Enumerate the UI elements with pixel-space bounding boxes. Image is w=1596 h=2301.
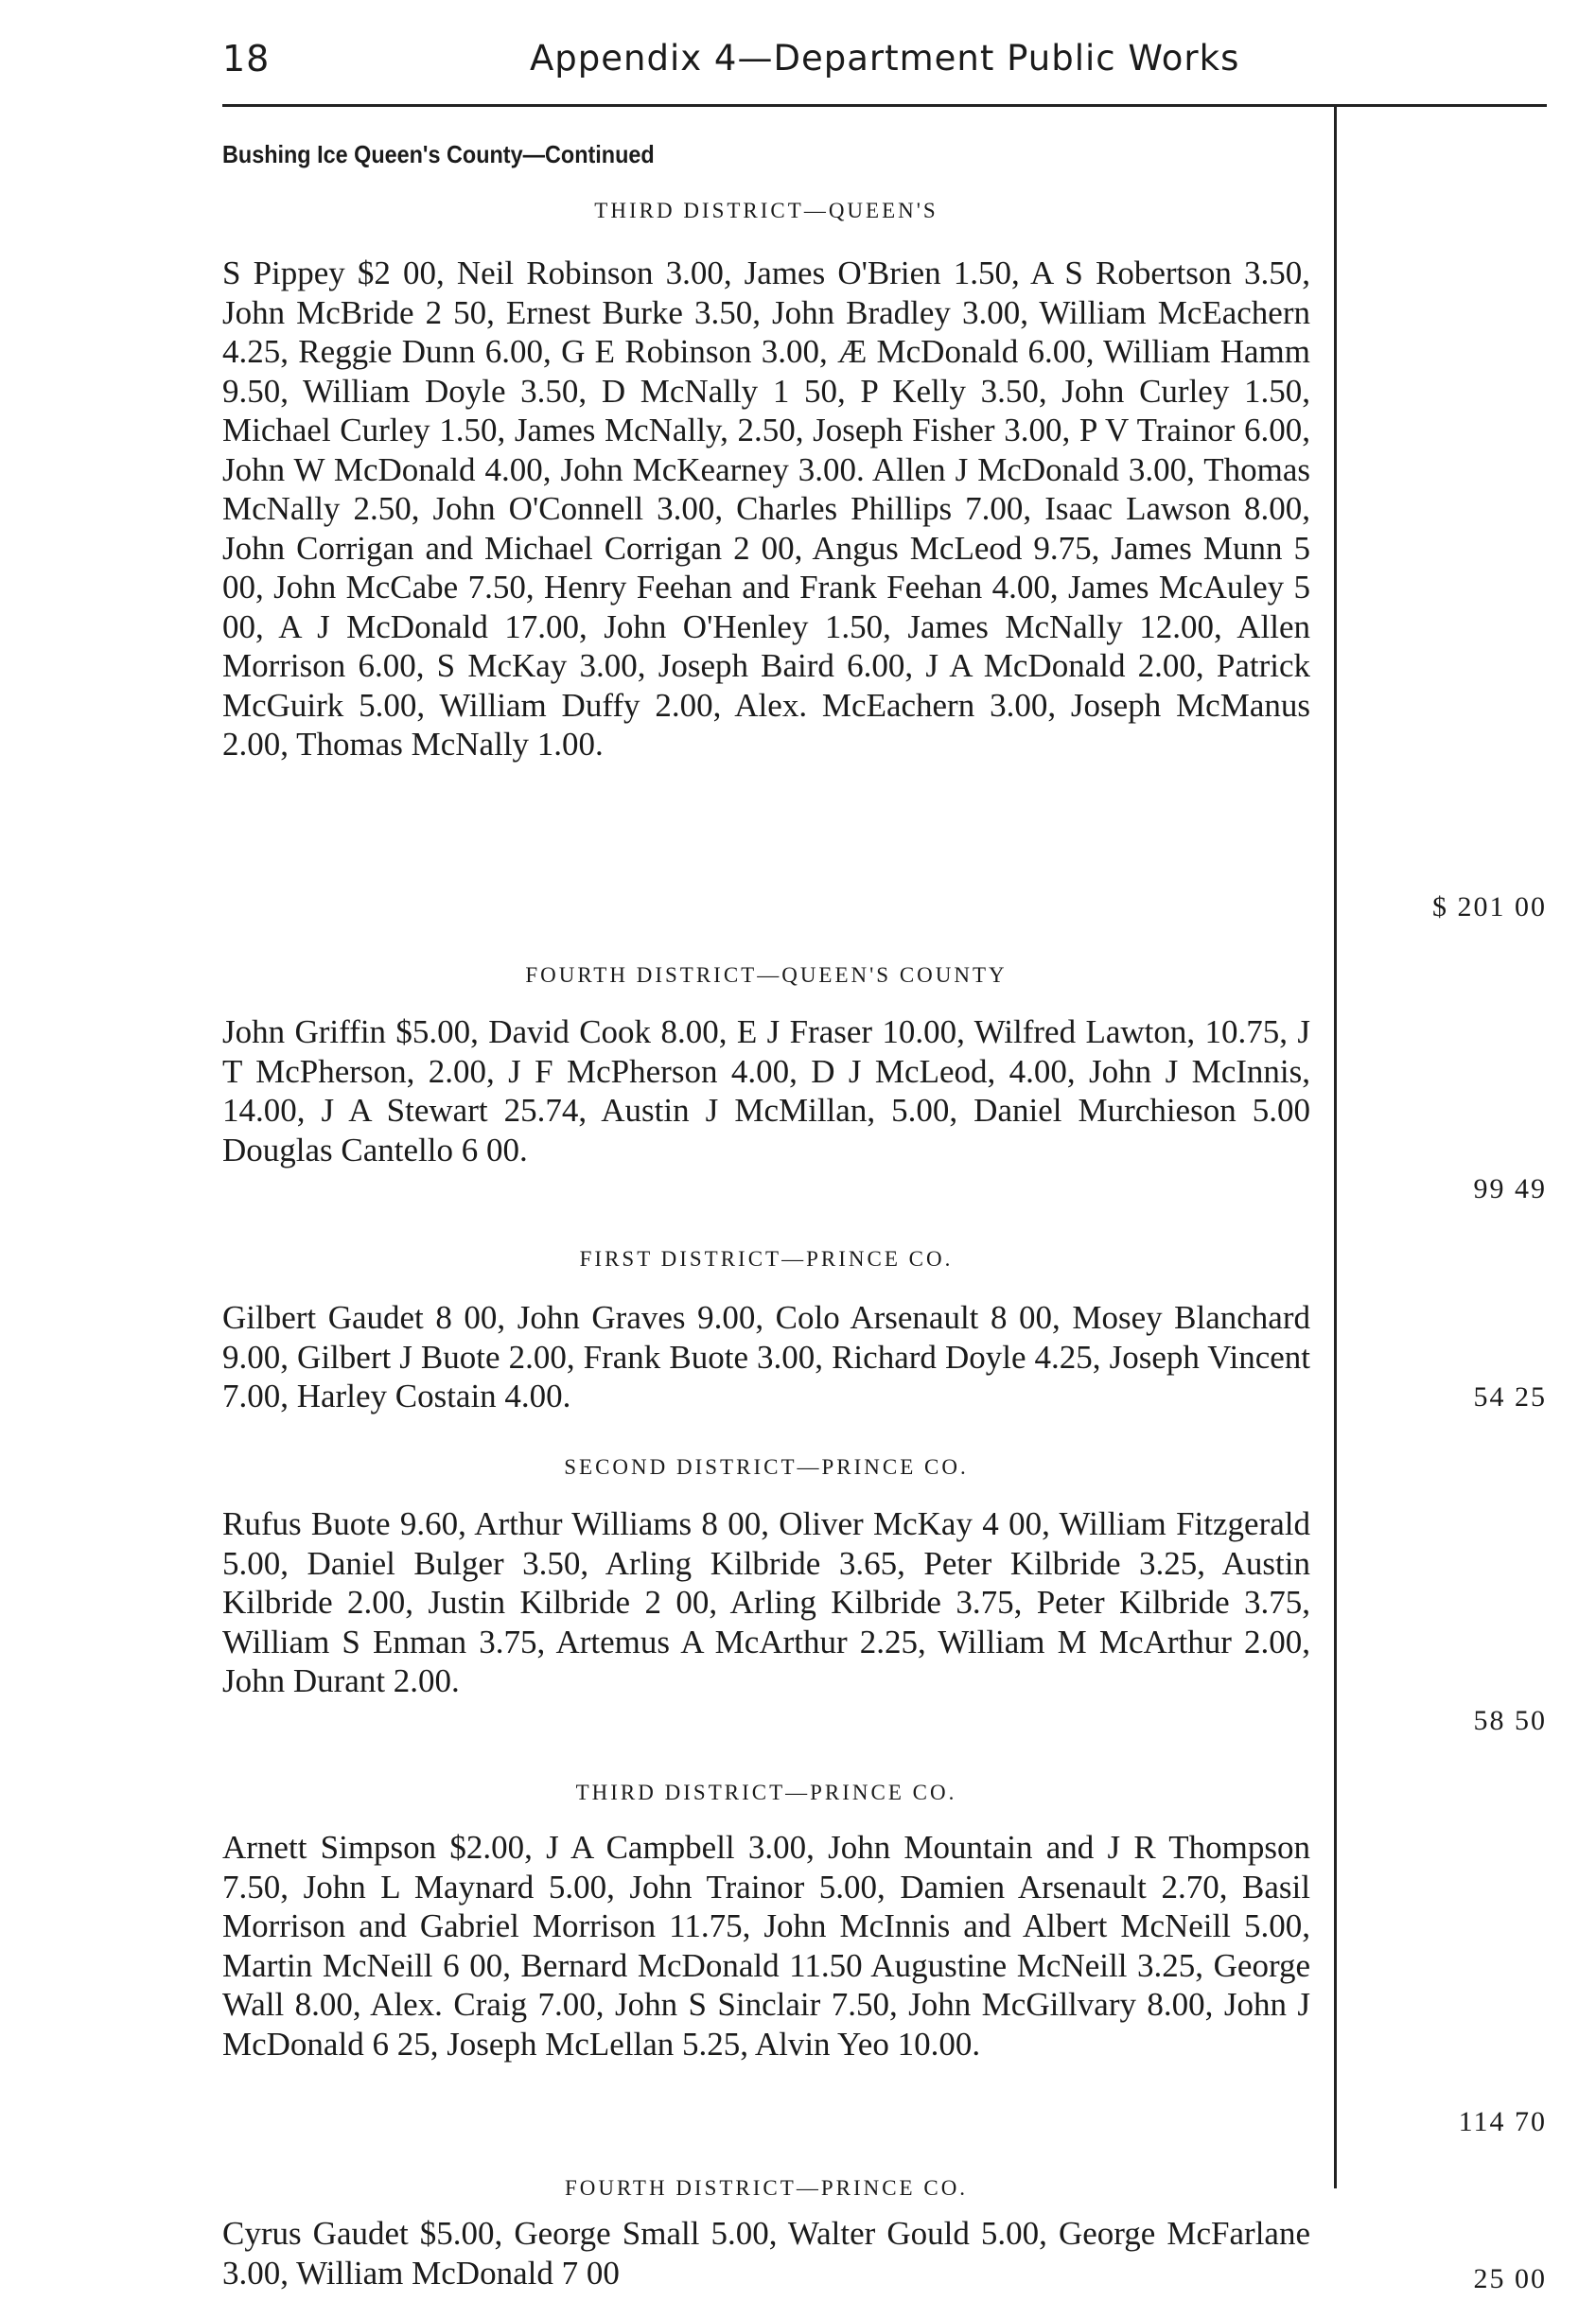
district-heading: THIRD DISTRICT—QUEEN'S xyxy=(594,199,938,222)
district-heading: FIRST DISTRICT—PRINCE CO. xyxy=(579,1247,954,1271)
header-rule xyxy=(222,104,1547,107)
district-total: 58 50 xyxy=(1473,1705,1547,1736)
district-total: 25 00 xyxy=(1473,2263,1547,2294)
district-total: 99 49 xyxy=(1473,1173,1547,1204)
district-entries: S Pippey $2 00, Neil Robinson 3.00, James O'Brien 1.50, A S Robertson 3.50, John McBride 2 50, Ernest Burke 3.50, John Bradley 3.00, William McEachern 4.25, Reggie Dunn 6.00, G E Robinson 3.00, Æ McDonald 6.00, William Hamm 9.50, William Doyle 3.50, D McNally 1 50, P Kelly 3.50, John Curley 1.50, Michael Curley 1.50, James McNally, 2.50, Joseph Fisher 3.00, P V Trainor 6.00, John W McDonald 4.00, John McKearney 3.00. Allen J McDonald 3.00, Thomas McNally 2.50, John O'Connell 3.00, Charles Phillips 7.00, Isaac Lawson 8.00, John Corrigan and Michael Corrigan 2 00, Angus McLeod 9.75, James Munn 5 00, John McCabe 7.50, Henry Feehan and Frank Feehan 4.00, James McAuley 5 00, A J McDonald 17.00, John O'Henley 1.50, James McNally 12.00, Allen Morrison 6.00, S McKay 3.00, Joseph Baird 6.00, J A McDonald 2.00, Patrick McGuirk 5.00, William Duffy 2.00, Alex. McEachern 3.00, Joseph McManus 2.00, Thomas McNally 1.00. xyxy=(222,255,1310,763)
amount-column-rule xyxy=(1334,107,1337,2188)
district-total: $ 201 00 xyxy=(1432,891,1547,922)
page-number: 18 xyxy=(222,38,271,79)
section-title: Bushing Ice Queen's County—Continued xyxy=(222,140,655,168)
district-entries: Rufus Buote 9.60, Arthur Williams 8 00, Oliver McKay 4 00, William Fitzgerald 5.00, Daniel Bulger 3.50, Arling Kilbride 3.65, Peter Kilbride 3.25, Austin Kilbride 2.00, Justin Kilbride 2 00, Arling Kilbride 3.75, Peter Kilbride 3.75, William S Enman 3.75, Artemus A McArthur 2.25, William M McArthur 2.00, John Durant 2.00. xyxy=(222,1505,1310,1699)
district-heading: FOURTH DISTRICT—PRINCE CO. xyxy=(564,2176,969,2200)
district-heading: FOURTH DISTRICT—QUEEN'S COUNTY xyxy=(525,963,1008,987)
district-entries: Arnett Simpson $2.00, J A Campbell 3.00, John Mountain and J R Thompson 7.50, John L Maynard 5.00, John Trainor 5.00, Damien Arsenault 2.70, Basil Morrison and Gabriel Morrison 11.75, John McInnis and Albert McNeill 5.00, Martin McNeill 6 00, Bernard McDonald 11.50 Augustine McNeill 3.25, George Wall 8.00, Alex. Craig 7.00, John S Sinclair 7.50, John McGillvary 8.00, John J McDonald 6 25, Joseph McLellan 5.25, Alvin Yeo 10.00. xyxy=(222,1829,1310,2063)
district-entries: Gilbert Gaudet 8 00, John Graves 9.00, Colo Arsenault 8 00, Mosey Blanchard 9.00, Gilbert J Buote 2.00, Frank Buote 3.00, Richard Doyle 4.25, Joseph Vincent 7.00, Harley Costain 4.00. xyxy=(222,1299,1310,1414)
district-total: 54 25 xyxy=(1473,1381,1547,1413)
district-heading: THIRD DISTRICT—PRINCE CO. xyxy=(575,1781,957,1804)
running-title: Appendix 4—Department Public Works xyxy=(530,38,1240,79)
district-entries: Cyrus Gaudet $5.00, George Small 5.00, Walter Gould 5.00, George McFarlane 3.00, William McDonald 7 00 xyxy=(222,2215,1310,2292)
district-entries: John Griffin $5.00, David Cook 8.00, E J Fraser 10.00, Wilfred Lawton, 10.75, J T McPherson, 2.00, J F McPherson 4.00, D J McLeod, 4.00, John J McInnis, 14.00, J A Stewart 25.74, Austin J McMillan, 5.00, Daniel Murchieson 5.00 Douglas Cantello 6 00. xyxy=(222,1013,1310,1168)
district-total: 114 70 xyxy=(1458,2106,1547,2137)
district-heading: SECOND DISTRICT—PRINCE CO. xyxy=(564,1455,969,1479)
running-header xyxy=(222,38,1254,87)
